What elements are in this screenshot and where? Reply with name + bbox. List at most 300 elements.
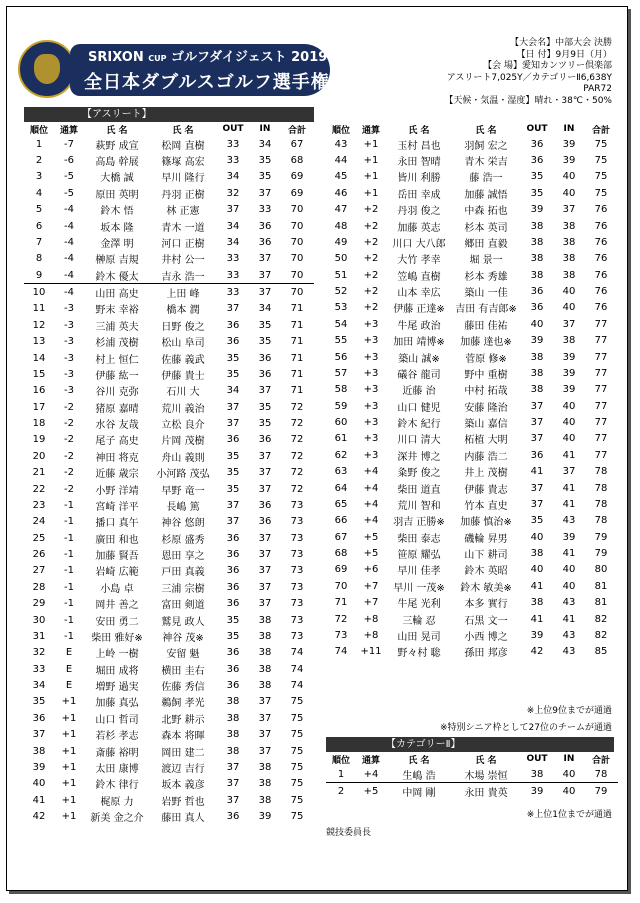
- cell-in: 37: [258, 385, 272, 397]
- cell-name1: 加藤 英志: [397, 222, 441, 234]
- cell-name2: 立松 良介: [161, 420, 205, 432]
- cell-total: +8: [363, 613, 379, 625]
- cell-rank: 10: [32, 287, 46, 299]
- header-in: IN: [563, 124, 575, 134]
- cell-name1: 岡井 善之: [95, 600, 139, 612]
- cell-name1: 増野 過実: [95, 682, 139, 694]
- cell-rank: 1: [326, 766, 356, 783]
- cell-out: 37: [226, 499, 240, 511]
- cell-rank: 14: [32, 352, 46, 364]
- cell-name1: 近藤 歳宗: [95, 469, 139, 481]
- cell-total: +3: [363, 400, 379, 412]
- table-row: [24, 710, 314, 726]
- header-rank: 順位: [331, 125, 350, 136]
- cell-total: +3: [363, 367, 379, 379]
- cell-rank: 72: [334, 613, 348, 625]
- table-row: [326, 611, 618, 627]
- cell-name2: 青木 栄吉: [464, 157, 508, 169]
- info-venue: 【会 場】愛知カンツリー倶楽部: [483, 61, 612, 71]
- cell-rank: 28: [32, 581, 46, 593]
- cell-rank: 70: [334, 580, 348, 592]
- cell-name1: 山口 健児: [397, 402, 441, 414]
- cell-out: 36: [226, 663, 240, 675]
- cell-score: 73: [290, 614, 304, 626]
- cell-score: 71: [290, 319, 304, 331]
- table-row: [24, 169, 314, 185]
- cell-rank: 43: [334, 138, 348, 150]
- cell-out: 35: [226, 352, 240, 364]
- cell-name2: 加藤 達也※: [460, 337, 512, 349]
- cell-name2: 鈴木 英昭: [464, 566, 508, 578]
- cell-name2: 三浦 宗樹: [161, 583, 205, 595]
- cell-in: 36: [258, 236, 272, 248]
- table-row: [24, 497, 314, 513]
- athlete-table-left: [24, 122, 314, 825]
- cell-total: -4: [64, 220, 74, 232]
- table-row: [326, 251, 618, 267]
- cell-name2: 井上 茂樹: [464, 468, 508, 480]
- cell-total: -1: [64, 532, 74, 544]
- table-row: [24, 481, 314, 497]
- cell-rank: 26: [32, 549, 46, 561]
- table-row: [326, 562, 618, 578]
- logo-cup: CUP: [148, 54, 167, 63]
- info-event-name: 【大会名】中部大会 決勝: [510, 38, 612, 48]
- table-row: [24, 185, 314, 201]
- table-row: [326, 382, 618, 398]
- table-row: [24, 366, 314, 382]
- cell-name2: 小河路 茂弘: [156, 469, 210, 481]
- cell-rank: 44: [334, 155, 348, 167]
- table-row: [24, 628, 314, 644]
- cell-total: +2: [363, 236, 379, 248]
- cell-score: 70: [290, 236, 304, 248]
- category-section-title: 【カテゴリーⅡ】: [386, 739, 461, 750]
- cell-name2: 杉本 英司: [464, 222, 508, 234]
- cell-rank: 51: [334, 269, 348, 281]
- cell-out: 38: [226, 745, 240, 757]
- cell-rank: 7: [35, 236, 43, 248]
- cell-out: 37: [530, 498, 544, 510]
- info-par: PAR72: [583, 84, 612, 94]
- cell-total: -3: [64, 368, 74, 380]
- cell-name2: 永田 貴英: [464, 788, 508, 800]
- cell-in: 39: [562, 155, 576, 167]
- cell-out: 38: [530, 236, 544, 248]
- cell-out: 34: [226, 171, 240, 183]
- cell-in: 37: [258, 450, 272, 462]
- cell-rank: 50: [334, 253, 348, 265]
- table-row: [326, 644, 618, 660]
- cell-rank: 37: [32, 729, 46, 741]
- cell-name2: 杉本 秀雄: [464, 271, 508, 283]
- cell-name2: 吉永 浩一: [150, 267, 216, 284]
- cell-name2: 加藤 誠悟: [464, 189, 508, 201]
- cell-out: 37: [226, 418, 240, 430]
- cell-name2: 伊藤 貴志: [464, 484, 508, 496]
- table-row: [326, 152, 618, 168]
- table-row: [326, 234, 618, 250]
- cell-out: 35: [226, 483, 240, 495]
- cell-out: 36: [226, 336, 240, 348]
- cell-rank: 62: [334, 449, 348, 461]
- cell-score: 71: [290, 336, 304, 348]
- crest-icon: [18, 40, 76, 98]
- cell-name2: 戸田 真義: [161, 567, 205, 579]
- cell-name1: 早川 佳孝: [397, 566, 441, 578]
- cell-in: 36: [258, 352, 272, 364]
- cell-name2: 松岡 直樹: [161, 140, 205, 152]
- cell-score: 68: [290, 155, 304, 167]
- cell-in: 40: [554, 766, 584, 783]
- header-name2: 氏 名: [475, 125, 497, 136]
- cell-score: 75: [290, 696, 304, 708]
- cell-score: 81: [594, 597, 608, 609]
- cell-name2: 築山 嘉信: [464, 419, 508, 431]
- cell-out: 36: [226, 647, 240, 659]
- table-row: [326, 545, 618, 561]
- cell-in: 40: [562, 417, 576, 429]
- cell-rank: 46: [334, 187, 348, 199]
- cell-name1: 皆川 利勝: [397, 173, 441, 185]
- logo-title: 全日本ダブルスゴルフ選手権: [84, 72, 330, 93]
- cell-in: 37: [258, 565, 272, 577]
- cell-out: 35: [530, 515, 544, 527]
- cell-name1: 柴田 道直: [397, 484, 441, 496]
- cell-out: 40: [530, 564, 544, 576]
- cell-total: -7: [64, 138, 74, 150]
- cell-rank: 33: [32, 663, 46, 675]
- cell-out: 40: [530, 531, 544, 543]
- cell-name1: 杉浦 茂樹: [95, 338, 139, 350]
- cell-out: 36: [530, 449, 544, 461]
- cell-total: +4: [356, 766, 386, 783]
- cell-out: 32: [226, 187, 240, 199]
- cell-score: 78: [594, 515, 608, 527]
- athlete-section-title: 【アスリート】: [82, 109, 152, 120]
- cell-score: 72: [290, 450, 304, 462]
- cell-score: 70: [290, 220, 304, 232]
- cell-total: -4: [64, 236, 74, 248]
- cell-score: 77: [594, 335, 608, 347]
- table-row: [326, 578, 618, 594]
- cell-name1: 鈴木 優太: [84, 267, 150, 284]
- header-score: 合計: [287, 125, 306, 136]
- cell-out: 38: [226, 729, 240, 741]
- cell-name2: 渡辺 吉行: [161, 763, 205, 775]
- cell-name1: 斎藤 裕明: [95, 747, 139, 759]
- cell-score: 79: [594, 548, 608, 560]
- cell-out: 35: [226, 450, 240, 462]
- cell-rank: 36: [32, 712, 46, 724]
- cell-rank: 69: [334, 564, 348, 576]
- cell-name1: 榊原 吉規: [95, 255, 139, 267]
- cell-name2: 岡田 建二: [161, 747, 205, 759]
- cell-out: 37: [530, 417, 544, 429]
- table-row: [24, 301, 314, 317]
- cell-rank: 11: [32, 303, 46, 315]
- cell-name1: 川口 大八郎: [392, 238, 446, 250]
- cell-in: 37: [258, 745, 272, 757]
- cell-out: 35: [226, 467, 240, 479]
- table-row: [24, 267, 314, 284]
- cell-in: 39: [258, 811, 272, 823]
- cell-total: +4: [363, 482, 379, 494]
- table-row: [24, 694, 314, 710]
- cell-in: 36: [258, 516, 272, 528]
- cell-score: 70: [280, 267, 314, 284]
- cell-score: 76: [594, 204, 608, 216]
- cell-score: 71: [290, 303, 304, 315]
- cell-name2: 堀 景一: [469, 255, 503, 267]
- cell-total: -4: [64, 204, 74, 216]
- cell-name2: 羽飼 宏之: [464, 140, 508, 152]
- info-date: 【日 付】9月9日（月）: [516, 49, 612, 60]
- table-row: [326, 595, 618, 611]
- cell-out: 33: [226, 253, 240, 265]
- cell-in: 40: [562, 400, 576, 412]
- cell-score: 72: [290, 418, 304, 430]
- athlete-note-top9: ※上位9位までが通過: [526, 706, 612, 716]
- cell-total: +4: [363, 498, 379, 510]
- cell-total: +2: [363, 302, 379, 314]
- cell-rank: 40: [32, 778, 46, 790]
- cell-out: 38: [226, 696, 240, 708]
- cell-in: 40: [562, 302, 576, 314]
- cell-score: 79: [594, 786, 608, 798]
- cell-score: 75: [290, 712, 304, 724]
- cell-total: +4: [363, 515, 379, 527]
- cell-name1: 堀田 成将: [95, 665, 139, 677]
- cell-score: 67: [290, 138, 304, 150]
- cell-name2: 佐藤 秀信: [161, 682, 205, 694]
- cell-name1: 高島 幹展: [95, 157, 139, 169]
- cell-name2: 早川 隆行: [161, 173, 205, 185]
- cell-in: 40: [562, 171, 576, 183]
- cell-total: +1: [61, 778, 77, 790]
- cell-rank: 56: [334, 351, 348, 363]
- cell-out: 36: [226, 565, 240, 577]
- cell-out: 35: [226, 630, 240, 642]
- cell-out: 39: [530, 335, 544, 347]
- cell-total: +1: [363, 171, 379, 183]
- cell-out: 36: [226, 598, 240, 610]
- cell-rank: 55: [334, 335, 348, 347]
- cell-total: +1: [61, 761, 77, 773]
- cell-total: +2: [363, 204, 379, 216]
- cell-in: 40: [562, 580, 576, 592]
- cell-name2: 石黒 文一: [464, 615, 508, 627]
- cell-name1: 加藤 賢吾: [95, 551, 139, 563]
- cell-name2: 早野 竜一: [161, 485, 205, 497]
- cell-name2: 丹羽 正樹: [161, 189, 205, 201]
- table-row: [326, 185, 618, 201]
- cell-name1: 伊藤 正達※: [393, 304, 445, 316]
- cell-score: 75: [594, 171, 608, 183]
- cell-out: 37: [530, 400, 544, 412]
- cell-in: 39: [562, 367, 576, 379]
- cell-rank: 9: [24, 267, 54, 284]
- cell-out: 37: [226, 204, 240, 216]
- cell-score: 72: [290, 434, 304, 446]
- cell-name2: 林 正憲: [166, 206, 200, 218]
- cell-name1: 萩野 成宣: [95, 140, 139, 152]
- table-row: [326, 349, 618, 365]
- cell-name2: 河口 正樹: [161, 238, 205, 250]
- cell-name1: 梶原 力: [100, 796, 134, 808]
- cell-name2: 伊藤 貴士: [161, 370, 205, 382]
- cell-name1: 粂野 俊之: [397, 468, 441, 480]
- cell-out: 33: [216, 267, 250, 284]
- header-out: OUT: [222, 124, 244, 134]
- cell-rank: 2: [337, 786, 345, 798]
- cell-out: 38: [530, 548, 544, 560]
- cell-in: 38: [258, 647, 272, 659]
- cell-in: 41: [562, 548, 576, 560]
- cell-in: 43: [562, 629, 576, 641]
- cell-score: 75: [290, 729, 304, 741]
- table-row: [326, 398, 618, 414]
- signature-label: 競技委員長: [326, 828, 372, 838]
- cell-rank: 32: [32, 647, 46, 659]
- header-name1: 氏 名: [408, 755, 430, 766]
- cell-out: 36: [226, 680, 240, 692]
- logo-top-line: [88, 46, 327, 65]
- cell-name2: 富田 剣道: [161, 600, 205, 612]
- cell-name1: 岳田 幸成: [397, 189, 441, 201]
- cell-rank: 4: [35, 187, 43, 199]
- cell-name2: 松山 阜司: [161, 338, 205, 350]
- cell-score: 77: [594, 367, 608, 379]
- cell-out: 38: [226, 712, 240, 724]
- cell-name2: 佐藤 義武: [161, 354, 205, 366]
- cell-out: 41: [530, 466, 544, 478]
- cell-total: -2: [64, 401, 74, 413]
- cell-name2: 加藤 慎治※: [460, 517, 512, 529]
- cell-rank: 73: [334, 629, 348, 641]
- cell-out: 38: [530, 384, 544, 396]
- cell-total: -1: [64, 549, 74, 561]
- cell-total: +5: [363, 548, 379, 560]
- cell-out: 37: [530, 482, 544, 494]
- cell-in: 37: [258, 696, 272, 708]
- table-row: [24, 596, 314, 612]
- table-row: [24, 645, 314, 661]
- cell-out: 38: [530, 220, 544, 232]
- cell-total: +8: [363, 629, 379, 641]
- cell-out: 42: [530, 646, 544, 658]
- cell-name2: 鈴木 敏美※: [460, 582, 512, 594]
- cell-score: 70: [290, 253, 304, 265]
- table-row: [24, 743, 314, 759]
- cell-name1: 大橋 誠: [100, 173, 134, 185]
- cell-total: -2: [64, 450, 74, 462]
- cell-rank: 29: [32, 598, 46, 610]
- cell-in: 35: [258, 336, 272, 348]
- cell-total: +5: [363, 531, 379, 543]
- cell-total: +7: [363, 597, 379, 609]
- cell-total: +3: [363, 335, 379, 347]
- cell-name1: 谷川 克弥: [95, 387, 139, 399]
- cell-score: 78: [594, 466, 608, 478]
- cell-out: 38: [530, 367, 544, 379]
- cell-name2: 上田 峰: [166, 289, 200, 301]
- cell-in: 37: [258, 549, 272, 561]
- cell-name1: 坂本 隆: [100, 222, 134, 234]
- cell-score: 75: [290, 778, 304, 790]
- cell-rank: 47: [334, 204, 348, 216]
- cell-name2: 中森 拓也: [464, 206, 508, 218]
- cell-name1: 山本 幸広: [397, 288, 441, 300]
- cell-rank: 5: [35, 204, 43, 216]
- table-row: [326, 414, 618, 430]
- cell-score: 72: [290, 483, 304, 495]
- table-row: [24, 776, 314, 792]
- cell-total: +3: [363, 384, 379, 396]
- cell-in: 37: [258, 253, 272, 265]
- cell-rank: 74: [334, 646, 348, 658]
- cell-total: +1: [61, 794, 77, 806]
- cell-name1: 牛尾 光利: [397, 599, 441, 611]
- cell-name2: 孫田 邦彦: [464, 648, 508, 660]
- logo-brand: SRIXON: [88, 50, 144, 65]
- cell-score: 74: [290, 680, 304, 692]
- cell-score: 73: [290, 565, 304, 577]
- cell-name1: 金澤 明: [100, 238, 134, 250]
- cell-name2: 日野 俊之: [161, 321, 205, 333]
- cell-in: 41: [562, 498, 576, 510]
- cell-name2: 片岡 茂樹: [161, 436, 205, 448]
- cell-rank: 63: [334, 466, 348, 478]
- cell-rank: 54: [334, 318, 348, 330]
- cell-out: 38: [530, 597, 544, 609]
- cell-out: 38: [520, 766, 554, 783]
- cell-score: 77: [594, 433, 608, 445]
- cell-name2: 安留 魁: [166, 649, 200, 661]
- cell-out: 36: [530, 302, 544, 314]
- cell-rank: 3: [35, 171, 43, 183]
- cell-name2: 横田 圭右: [161, 665, 205, 677]
- cell-in: 40: [562, 433, 576, 445]
- cell-name1: 早川 一茂※: [393, 582, 445, 594]
- cell-name2: 青木 一道: [161, 222, 205, 234]
- cell-out: 39: [530, 204, 544, 216]
- cell-in: 43: [562, 515, 576, 527]
- table-row: [24, 465, 314, 481]
- cell-name1: 加田 靖博※: [393, 337, 445, 349]
- cell-score: 82: [594, 629, 608, 641]
- cell-name2: 郷田 直毅: [464, 238, 508, 250]
- cell-in: 38: [562, 220, 576, 232]
- cell-score: 75: [290, 811, 304, 823]
- cell-total: -5: [64, 187, 74, 199]
- table-row: [326, 300, 618, 316]
- cell-total: -2: [64, 418, 74, 430]
- cell-in: 37: [258, 467, 272, 479]
- cell-in: 35: [258, 401, 272, 413]
- table-row: [326, 283, 618, 299]
- cell-total: +1: [61, 712, 77, 724]
- cell-in: 37: [258, 598, 272, 610]
- cell-name1: 鈴木 悟: [100, 206, 134, 218]
- cell-total: +2: [363, 253, 379, 265]
- cell-name1: 中岡 剛: [402, 788, 436, 800]
- cell-out: 34: [226, 236, 240, 248]
- cell-name1: 播口 真午: [95, 518, 139, 530]
- cell-out: 35: [530, 171, 544, 183]
- cell-name2: 木場 崇恒: [452, 766, 520, 783]
- cell-score: 76: [594, 236, 608, 248]
